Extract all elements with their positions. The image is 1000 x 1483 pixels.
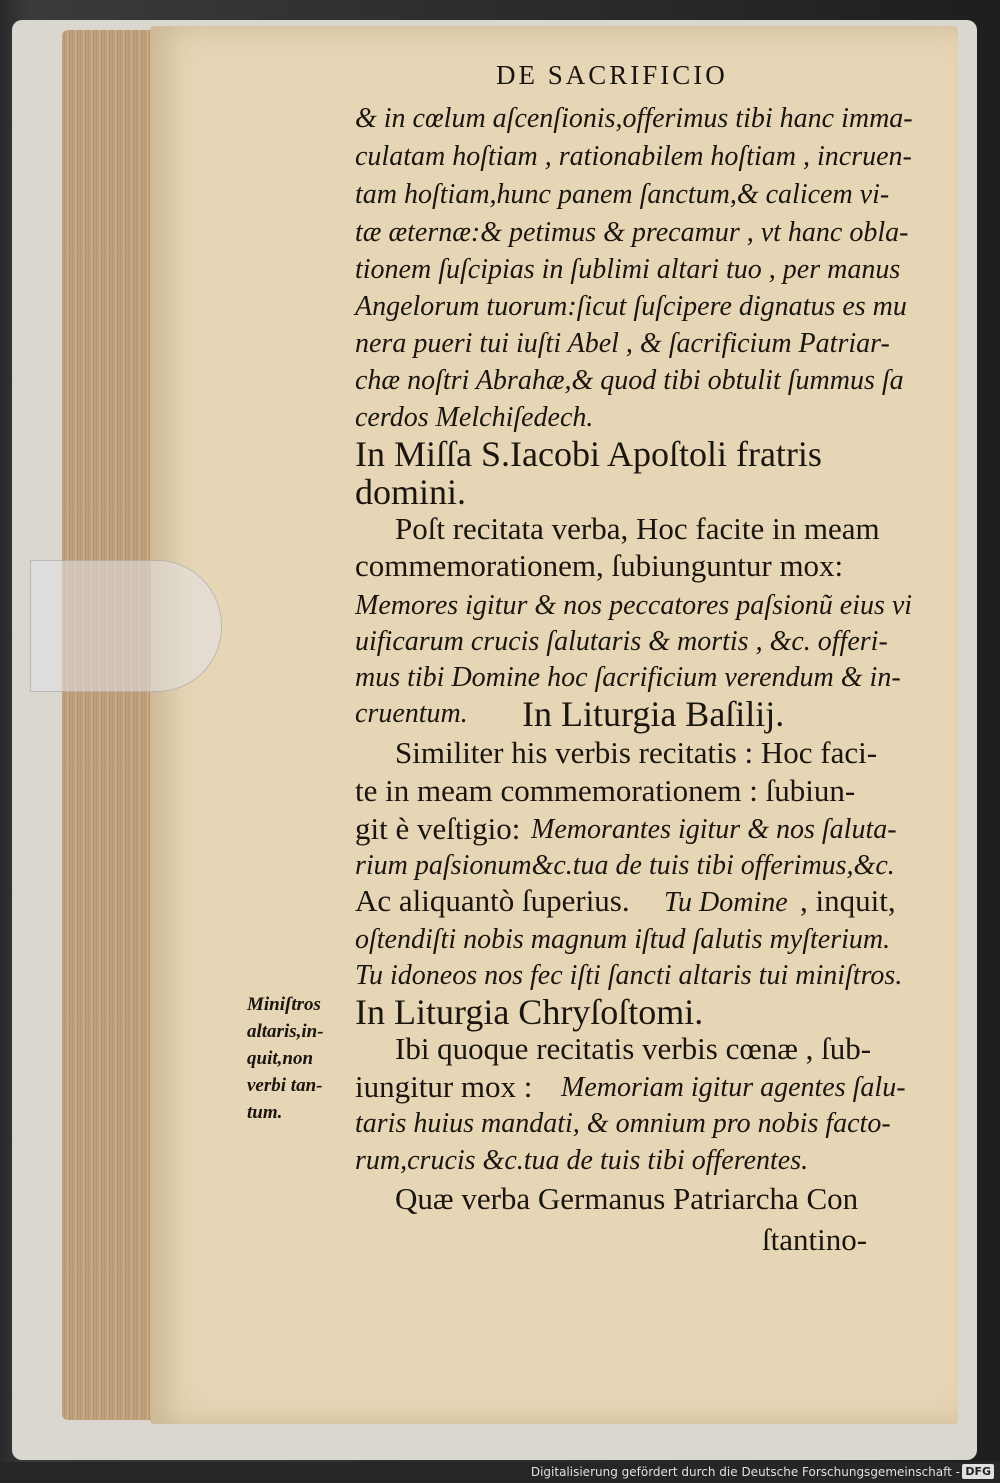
dfg-logo-icon: DFG: [962, 1464, 994, 1479]
margin-note-line: tum.: [247, 1102, 283, 1123]
text-line: , inquit,: [800, 883, 896, 918]
text-line: Ac aliquantò ſuperius.: [355, 883, 630, 918]
text-line: Poſt recitata verba, Hoc facite in meam: [395, 511, 880, 546]
text-line: Memoriam igitur agentes ſalu-: [561, 1072, 906, 1103]
section-heading: In Liturgia Baſilij.: [522, 694, 785, 734]
text-line: Angelorum tuorum:ſicut ſuſcipere dignatus es mu: [355, 291, 907, 322]
text-line: tionem ſuſcipias in ſublimi altari tuo , per manus: [355, 254, 901, 285]
text-line: Memores igitur & nos peccatores paſsionũ eius vi: [355, 590, 913, 621]
margin-note-line: Miniſtros: [247, 994, 321, 1015]
text-line: mus tibi Domine hoc ſacrificium verendum & in-: [355, 662, 901, 693]
text-line: taris huius mandati, & omnium pro nobis facto-: [355, 1108, 891, 1139]
section-heading: domini.: [355, 472, 467, 512]
text-line: tæ æternæ:& petimus & precamur , vt hanc obla-: [355, 217, 909, 248]
section-heading: In Miſſa S.Iacobi Apoſtoli fratris: [355, 434, 822, 474]
text-line: Ibi quoque recitatis verbis cœnæ , ſub-: [395, 1031, 872, 1066]
text-line: chæ noſtri Abrahæ,& quod tibi obtulit ſummus ſa: [355, 365, 904, 396]
text-line: cerdos Melchiſedech.: [355, 402, 594, 433]
page-clip: [30, 560, 222, 692]
text-line: commemorationem, ſubiunguntur mox:: [355, 548, 844, 583]
text-line: tam hoſtiam,hunc panem ſanctum,& calicem vi-: [355, 179, 890, 210]
text-line: iungitur mox :: [355, 1069, 533, 1104]
text-line: culatam hoſtiam , rationabilem hoſtiam , incruen-: [355, 141, 912, 172]
text-line: Similiter his verbis recitatis : Hoc faci-: [395, 735, 878, 770]
text-line: Quæ verba Germanus Patriarcha Con: [395, 1181, 859, 1216]
digitization-credit: Digitalisierung gefördert durch die Deutsche Forschungsgemeinschaft -: [530, 1465, 960, 1479]
margin-note-line: verbi tan-: [247, 1075, 323, 1096]
text-line: rum,crucis &c.tua de tuis tibi offerentes.: [355, 1145, 809, 1176]
text-line: rium paſsionum&c.tua de tuis tibi offerimus,&c.: [355, 850, 895, 881]
text-line: Tu Domine: [664, 887, 788, 918]
text-line: te in meam commemorationem : ſubiun-: [355, 773, 856, 808]
text-line: cruentum.: [355, 698, 468, 729]
running-head: DE SACRIFICIO: [496, 60, 728, 90]
text-line: Memorantes igitur & nos ſaluta-: [531, 814, 897, 845]
catchword: ſtantino-: [762, 1222, 868, 1257]
section-heading: In Liturgia Chryſoſtomi.: [355, 992, 704, 1032]
text-line: & in cœlum aſcenſionis,offerimus tibi hanc imma-: [355, 103, 913, 134]
text-line: oſtendiſti nobis magnum iſtud ſalutis myſterium.: [355, 924, 891, 955]
margin-note-line: altaris,in-: [247, 1021, 324, 1042]
text-line: Tu idoneos nos fec iſti ſancti altaris tui miniſtros.: [355, 960, 903, 991]
text-line: uificarum crucis ſalutaris & mortis , &c. offeri-: [355, 626, 888, 657]
margin-note-line: quit,non: [247, 1048, 314, 1069]
text-line: git è veſtigio:: [355, 811, 521, 846]
text-line: nera pueri tui iuſti Abel , & ſacrificium Patriar-: [355, 328, 890, 359]
